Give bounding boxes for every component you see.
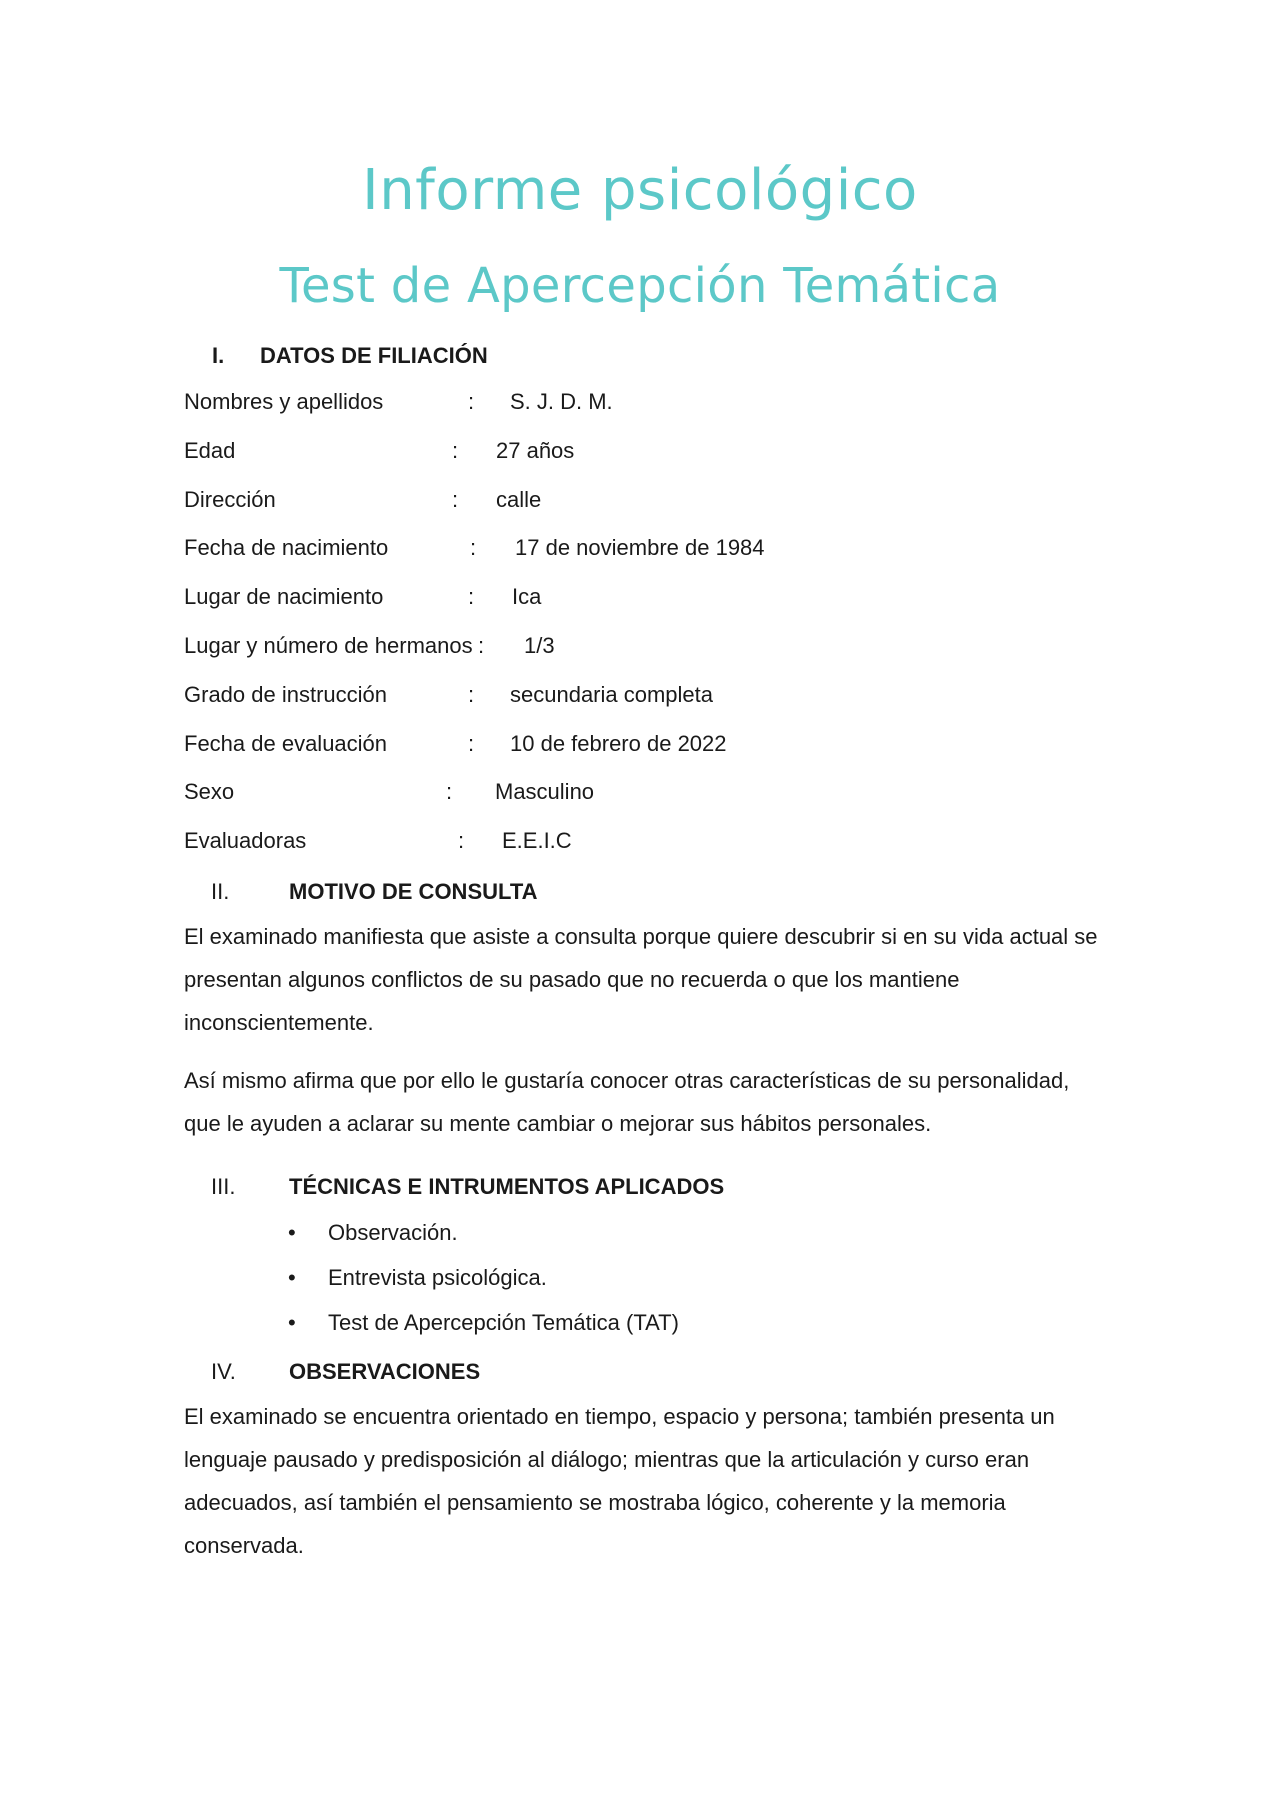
field-value: 1/3 — [524, 633, 555, 658]
section-number: III. — [211, 1174, 236, 1199]
section-number: II. — [211, 879, 230, 904]
section-heading-observaciones — [211, 1359, 711, 1389]
field-value: Masculino — [495, 779, 595, 804]
field-value: Ica — [512, 584, 542, 609]
section-number: IV. — [211, 1359, 236, 1384]
field-separator: : — [458, 828, 465, 853]
field-label: Evaluadoras — [184, 828, 307, 853]
section-number: I. — [212, 343, 225, 368]
field-label: Sexo — [184, 779, 235, 804]
tecnicas-list — [288, 1220, 679, 1355]
field-label: Lugar y número de hermanos — [184, 633, 473, 658]
field-label: Fecha de evaluación — [184, 731, 388, 756]
field-separator: : — [468, 731, 475, 756]
field-value: secundaria completa — [510, 682, 714, 707]
section-label: OBSERVACIONES — [289, 1359, 481, 1384]
field-separator: : — [468, 389, 475, 414]
field-value: calle — [496, 487, 542, 512]
field-separator: : — [452, 487, 459, 512]
bullet-icon: • — [288, 1310, 296, 1335]
section-label: DATOS DE FILIACIÓN — [260, 343, 488, 368]
section-heading-tecnicas — [211, 1174, 911, 1204]
section-heading-motivo-consulta — [211, 879, 711, 909]
document-subtitle: Test de Apercepción Temática — [279, 258, 1001, 314]
list-item-text: Entrevista psicológica. — [328, 1265, 547, 1290]
field-separator: : — [446, 779, 453, 804]
section-heading-datos-filiacion — [212, 343, 612, 373]
motivo-paragraph-1: El examinado manifiesta que asiste a consulta porque quiere descubrir si en su vida actual se presentan algunos conflictos de su pasado que no recuerda o que los mantiene inconscientemente. — [184, 924, 1098, 1035]
field-separator: : — [470, 535, 477, 560]
list-item — [288, 1265, 679, 1310]
list-item — [288, 1220, 679, 1265]
list-item — [288, 1310, 679, 1355]
field-value: S. J. D. M. — [510, 389, 613, 414]
list-item-text: Observación. — [328, 1220, 458, 1245]
field-value: E.E.I.C — [502, 828, 572, 853]
bullet-icon: • — [288, 1220, 296, 1245]
document-title: Informe psicológico — [362, 158, 918, 223]
field-value: 17 de noviembre de 1984 — [515, 535, 765, 560]
field-label: Lugar de nacimiento — [184, 584, 384, 609]
motivo-paragraph-2: Así mismo afirma que por ello le gustaría conocer otras características de su personalidad, que le ayuden a aclarar su mente cambiar o mejorar sus hábitos personales. — [184, 1068, 1070, 1136]
field-separator: : — [468, 584, 475, 609]
field-separator: : — [468, 682, 475, 707]
section-label: MOTIVO DE CONSULTA — [289, 879, 538, 904]
section-label: TÉCNICAS E INTRUMENTOS APLICADOS — [289, 1174, 725, 1199]
field-label: Grado de instrucción — [184, 682, 387, 707]
field-label: Fecha de nacimiento — [184, 535, 389, 560]
list-item-text: Test de Apercepción Temática (TAT) — [328, 1310, 679, 1335]
field-separator: : — [478, 633, 485, 658]
field-value: 10 de febrero de 2022 — [510, 731, 727, 756]
bullet-icon: • — [288, 1265, 296, 1290]
field-label: Dirección — [184, 487, 276, 512]
field-label: Edad — [184, 438, 236, 463]
field-label: Nombres y apellidos — [184, 389, 384, 414]
field-separator: : — [452, 438, 459, 463]
field-value: 27 años — [496, 438, 575, 463]
observaciones-paragraph: El examinado se encuentra orientado en tiempo, espacio y persona; también presenta un lenguaje pausado y predisposición al diálogo; mientras que la articulación y curso eran adecuados, así también el pensamiento se mostraba lógico, coherente y la memoria conservada. — [184, 1404, 1055, 1558]
